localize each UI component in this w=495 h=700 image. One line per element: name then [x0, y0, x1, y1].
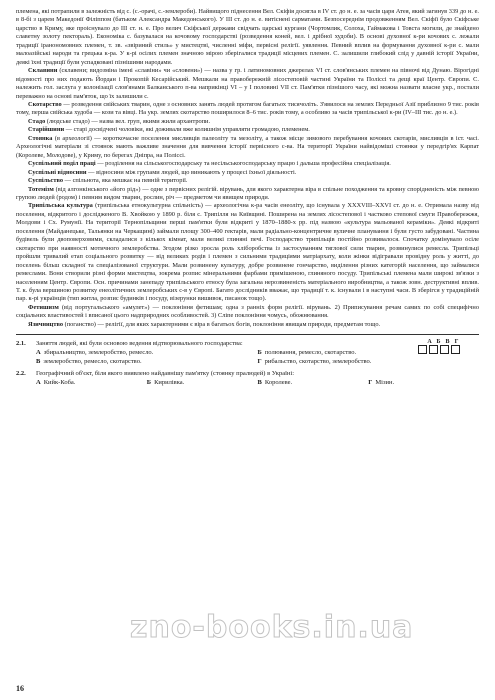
answer-option: Г рибальство, скотарство, землеробство.: [257, 358, 372, 366]
glossary-term: Стоянка: [28, 134, 53, 142]
grid-letter: В: [445, 339, 450, 346]
glossary-paragraph: [16, 118, 479, 126]
question-2-1: [16, 339, 479, 366]
glossary-definition: (від алгонкінського «його рід») — одне з первісних релігій. вірувань, для якого характерна віра в спільне походження та кровну спорідненість між певною групою людей (родом) і певним видом тварин, рослин, річ — предметом чи явищем природи.: [16, 185, 479, 201]
glossary-definition: (від португальського «амулет») — поклоніння фетишам; одна з ранніх форм релігії. вірувань. 2) Приписування речам самих по собі специфічно соціальних властивостей і вписаної цього надприродних особливостей. 3) Сліпе поклоніння чомусь, обожнювання.: [16, 303, 479, 320]
question-text: Географічний об'єкт, біля якого виявлено найдавнішу пам'ятку (стоянку пралюдей) в Україні:: [36, 370, 295, 378]
glossary-term: Стадо: [28, 117, 46, 125]
question-number: 2.1.: [16, 340, 26, 348]
glossary-definition: — відносини між групами людей, що виникають у процесі їхньої діяльності.: [86, 168, 297, 176]
answer-checkbox[interactable]: [440, 345, 449, 354]
glossary-term: Склавини: [28, 67, 58, 75]
answer-option: Г Мізин.: [368, 379, 395, 387]
glossary-term: Трипільська культура: [28, 202, 93, 210]
glossary-definition: (склавени; видозміна імені «славіни» чи «словени») — назва у гр. і латиномовних джерелах VI ст. слов'янських племен на півночі від Дунаю. Вірогідні відомості про них подають Йордан і Прокопій Кесарійський. Мешкали на правобережній лісостеповій частині України та Поліссі та дещі краї Центр. Європи. С. належить гол. заслуга у колонізації слов'янами Балканського п-ва наприкінці VI – у I половині VII ст. Пам'ятки пізнішого часу, які можна назвати власне укр., постали переважно на основі пам'яток, що їх залишили с.: [16, 67, 479, 100]
glossary-text: [16, 8, 479, 329]
glossary-term: Суспільний поділ праці: [28, 160, 96, 168]
glossary-paragraph: [16, 67, 479, 101]
glossary-term: Старійшини: [28, 126, 65, 134]
answer-option: А Кийк-Коба.: [36, 379, 76, 387]
glossary-definition: — розведення свійських тварин, одне з основних занять людей протягом багатьох тисячоліть. З'явилося на землях Передньої Азії приблизно 9 тис. років тому, перша свійська худоба — кози та вівці. На укр. землях скотарство поширилося 8–6 тис. років тому, а особливо за часів трипільської к-ри (IV–III тис. до н. е.).: [16, 100, 479, 117]
glossary-paragraph: [16, 101, 479, 118]
glossary-definition: — розділення на сільськогосподарську та несільськогосподарську працю і дальша професійна спеціалізація.: [95, 160, 391, 168]
answer-option: А збиральництво, землеробство, ремесло.: [36, 349, 154, 357]
glossary-definition: племена, які потрапили в залежність від с. (с.-орачі, с.-землероби). Найвищого піднесення Вел. Скіфія досягла в IV ст. до н. е. за часів царя Атея, який загинув 339 до н. е. в 8-бі з царем Македонії Філіппом (батьком Александра Македонського). У III ст. до н. е. витіснені сарматами. Безпосереднім продовженням Вел. Скіфії було Скіфське царство в Криму, яке проіснувало до III ст. н. е. Про велич Скіфської держави свідчать царські кургани (Чортомлик, Солоха, Гаймакова і Товста могили, де знайдено славетну золоту пектораль). Економіка с. базувалася на кочовому господарстві (розведення коней, вел. і дрібної худоби). В основі духовної к-ри кочових с. лежали традиції іранономовних племен, т. зв. «звіриний стиль» у мистецтві, численні міфи, первісні релігії. уявлення. Певний вплив на формування духовної к-ри с. мали малоазійські народи та грецька к-ра. У к-рі осілих племен значною мірою зберігалися традиції місцевих племен. С. залишили глибокий слід у давній історії України, деякі їхні традиції були успадковані пізнішими народами.: [16, 8, 479, 66]
answer-grid: [417, 339, 461, 354]
answer-option: В землеробство, ремесло, скотарство.: [36, 358, 142, 366]
glossary-paragraph: [16, 186, 479, 203]
glossary-definition: (людське стадо) — назва вел. груп, якими жили архантропи.: [45, 117, 211, 125]
glossary-paragraph: [16, 169, 479, 177]
glossary-term: Тотемізм: [28, 185, 54, 193]
glossary-paragraph: [16, 135, 479, 160]
grid-letter: А: [427, 339, 432, 346]
glossary-paragraph: [16, 126, 479, 134]
glossary-term: Язичництво: [28, 320, 63, 328]
section-divider: [16, 334, 479, 335]
glossary-paragraph: [16, 8, 479, 67]
grid-letter: Г: [454, 339, 459, 346]
glossary-paragraph: [16, 304, 479, 321]
answer-checkbox[interactable]: [418, 345, 427, 354]
glossary-paragraph: [16, 177, 479, 185]
glossary-definition: — старі досвідчені чоловіки, які доживали вже колишнім управляти громадою, племенем.: [64, 126, 310, 134]
glossary-paragraph: [16, 202, 479, 303]
glossary-definition: (трипільська етнокультурна спільність) — археологічна к-ра часів енеоліту, що існувала у XXXVIII–XXVI ст. до н. е. Отримала назву від поселення, відкритого і дослідженого В. Хвойкою у 1890 р. біля с. Трипілля на Київщині. Поширена на землях лісостепової і частково степової смуги Правобережжя, Молдови і Сх. Румунії. На території Тернопільщини перші пам'ятки були відкриті у 1870–1880-х рр. під назвою «культура мальованої кераміки». Деякі відкриті поселення (Майданецьке, Тальянки на Черкащині) займали площу 300–400 гектарів, мали радіально-концентричне вуличне планування і були густо забудовані. Частина будівель були двоповерховими, складалися з кількох кімнат, мали великі глиняні печі. Господарство трипільців постійно розвивалося. Спочатку домінувало осіле скотарство при наявності мотичного землеробства. Згодом різко зросла роль хліборобства із застосуванням тяглової сили тварин, розвинулися ремесла. Трипільці пройшли тривалий етап соціального розвитку — від великих родів і племен з сильними традиціями матріархату, коли жінки відігравали провідну роль у житті, до поселень більш складної та спеціалізованої структури. Мали розвинену культуру, добре розвинене гончарство, виділення різних категорій населення, що займалися ремеслами. Вони створили різні форми мистецтва, зокрема розпис мінеральними фарбами примішеною, глиняного посуду. Трипільські племена мали широкі зв'язки з населенням Центр. Європи. Осн. причинами занепаду трипільського етносу була загальна нерозвиненість матеріального виробництва, а також зовн. деструктивні вплив. Т. к. була вершиною розвитку енеолітичних землеробських с-в у Європі. Багато дослідників вважає, що традиції т. к. існували і в наступні часи. В зберігся у традиційній пар. к-рі українців (тип житла, розпис будинків і посуду, візерунки вишивок, писанок тощо).: [16, 202, 479, 303]
answer-checkbox[interactable]: [451, 345, 460, 354]
glossary-term: Суспільство: [28, 177, 64, 185]
glossary-paragraph: [16, 321, 479, 329]
question-number: 2.2.: [16, 370, 26, 378]
answer-checkbox[interactable]: [429, 345, 438, 354]
glossary-term: Скотарство: [28, 100, 62, 108]
glossary-definition: (поганство) — релігії, для яких характерними є віра в багатьох богів, поклоніння явищам природи, предметам тощо.: [63, 320, 381, 328]
question-text: Заняття людей, які були основою ведення відтворювального господарства:: [36, 340, 243, 348]
answer-option: Б Кирилівка.: [146, 379, 185, 387]
glossary-paragraph: [16, 160, 479, 168]
glossary-definition: (в археології) — короткочасне поселення мисливців палеоліту та мезоліту, а також місце зимового перебування кочових скотарів, мисливців в іст. часі. Археологічні матеріали зі стоянок мають важливе значення для вивчення історії первісного с-ва. На території України найвідоміші стоянки у передгір'ях Карпат (Королеве, Молодове), у Криму, по берегах Дніпра, на Поліссі.: [16, 134, 479, 159]
glossary-term: Фетишизм: [28, 303, 59, 311]
answer-option: Б полювання, ремесло, скотарство.: [257, 349, 357, 357]
watermark: zno-books.in.ua: [130, 610, 414, 645]
page-number: 16: [16, 684, 24, 693]
grid-letter: Б: [436, 339, 441, 346]
glossary-term: Суспільні відносини: [28, 168, 87, 176]
question-2-2: [16, 369, 479, 387]
glossary-definition: — спільнота, яка мешкає на певній території.: [63, 177, 188, 185]
answer-option: В Королеве.: [257, 379, 293, 387]
